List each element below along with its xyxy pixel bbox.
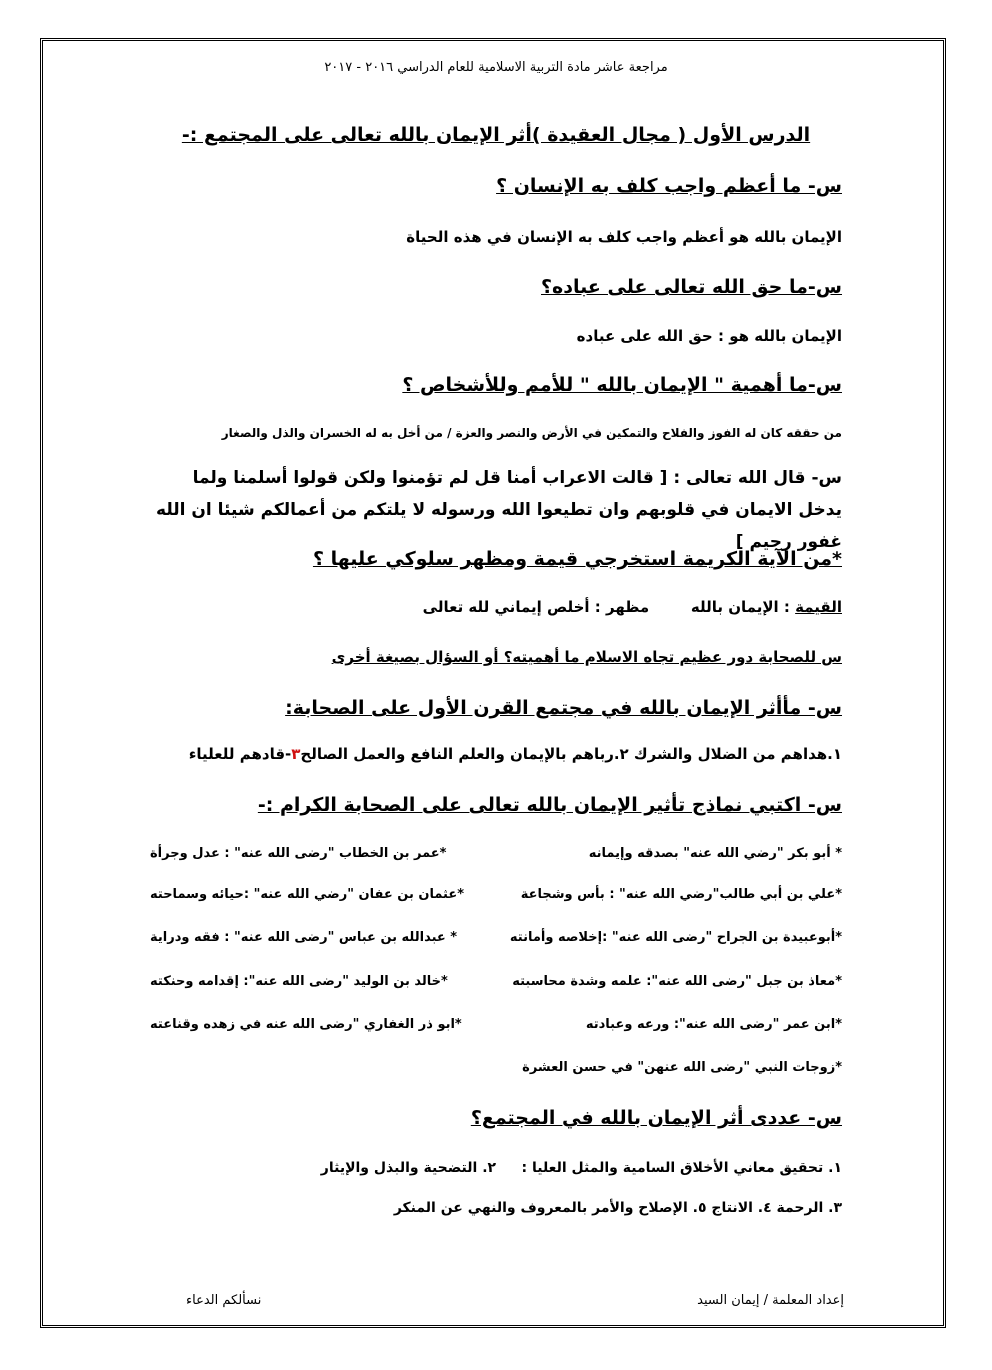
model-item: * عبدالله بن عباس "رضى الله عنه" : فقه ودراية <box>150 930 458 945</box>
answer-8-item1: ١. تحقيق معاني الأخلاق السامية والمثل العليا : <box>521 1160 842 1176</box>
models-row <box>150 887 842 902</box>
model-item: *علي بن أبي طالب"رضي الله عنه" : بأس وشجاعة <box>520 887 842 902</box>
answer-8-item2: ٢. التضحية والبذل والإيثار <box>320 1160 497 1176</box>
models-row <box>150 846 842 861</box>
answer-3: من حققه كان له الفوز والفلاح والتمكين في الأرض والنصر والعزة / من أخل به له الخسران والذل والصغار <box>221 426 842 440</box>
question-6: س- مأأثر الإيمان بالله في مجتمع القرن الأول على الصحابة: <box>285 697 842 719</box>
answer-6 <box>150 745 842 763</box>
model-item: *معاذ بن جبل "رضى الله عنه": علمه وشدة محاسبته <box>512 974 842 989</box>
model-item: *عثمان بن عفان "رضي الله عنه" :حيائه وسماحته <box>150 887 465 902</box>
answer-6-number: ٣ <box>291 745 301 763</box>
question-2: س-ما حق الله تعالى على عباده؟ <box>541 276 842 298</box>
value-label: القيمة <box>795 598 842 616</box>
answer-2: الإيمان بالله هو : حق الله على عباده <box>576 327 842 345</box>
lesson-title: الدرس الأول ( مجال العقيدة )أثر الإيمان بالله تعالى على المجتمع :- <box>181 124 811 146</box>
models-row <box>150 1060 842 1075</box>
question-4: *من الآية الكريمة استخرجي قيمة ومظهر سلوكي عليها ؟ <box>312 548 842 570</box>
models-row <box>150 1017 842 1032</box>
page-header: مراجعة عاشر مادة التربية الاسلامية للعام الدراسي ٢٠١٦ - ٢٠١٧ <box>324 60 668 75</box>
answer-6-part2: -قادهم للعلياء <box>188 745 292 763</box>
model-item: *زوجات النبي "رضى الله عنهن" في حسن العشرة <box>522 1060 842 1075</box>
answer-8-line1 <box>150 1157 842 1176</box>
model-item: * أبو بكر "رضي الله عنه" بصدقه وإيمانه <box>588 846 842 861</box>
answer-4 <box>150 598 842 616</box>
answer-1: الإيمان بالله هو أعظم واجب كلف به الإنسان في هذه الحياة <box>406 228 842 246</box>
model-item: *ابو ذر الغفاري "رضى الله عنه في زهده وقناعته <box>150 1017 462 1032</box>
answer-8-line2: ٣. الرحمة ٤. الانتاج ٥. الإصلاح والأمر بالمعروف والنهي عن المنكر <box>393 1200 842 1216</box>
question-1: س- ما أعظم واجب كلف به الإنسان ؟ <box>496 175 842 197</box>
models-row <box>150 930 842 945</box>
answer-6-part1: ١.هداهم من الضلال والشرك ٢.رباهم بالإيمان والعلم النافع والعمل الصالح <box>300 745 842 763</box>
footer-dua: نسألكم الدعاء <box>186 1293 262 1308</box>
models-row <box>150 974 842 989</box>
model-item: *أبوعبيدة بن الجراح "رضى الله عنه" :إخلاصه وأمانته <box>509 930 842 945</box>
model-item: *عمر بن الخطاب "رضى الله عنه" : عدل وجرأة <box>150 846 447 861</box>
question-8: س- عددى أثر الإيمان بالله في المجتمع؟ <box>470 1107 842 1129</box>
behavior-text: مظهر : أخلص إيماني لله تعالى <box>422 598 650 616</box>
model-item: *ابن عمر "رضى الله عنه": ورعه وعبادته <box>585 1017 842 1032</box>
model-item: *خالد بن الوليد "رضى الله عنه": إقدامه وحنكته <box>150 974 448 989</box>
question-3: س-ما أهمية " الإيمان بالله " للأمم وللأشخاص ؟ <box>402 374 842 396</box>
verse-question: س- قال الله تعالى : [ قالت الاعراب أمنا قل لم تؤمنوا ولكن قولوا أسلمنا ولما يدخل الايمان في قلوبهم وان تطيعوا الله ورسوله لا يلتكم من أعمالكم شيئا ان الله غفور رحيم ] <box>156 468 842 552</box>
value-text: : الإيمان بالله <box>690 598 790 616</box>
question-7: س- اكتبي نماذج تأثير الإيمان بالله تعالى على الصحابة الكرام :- <box>257 794 842 816</box>
footer-teacher: إعداد المعلمة / إيمان السيد <box>697 1293 844 1308</box>
question-5: س للصحابة دور عظيم تجاه الاسلام ما أهميته؟ أو السؤال بصيغة أخرى <box>331 648 842 666</box>
